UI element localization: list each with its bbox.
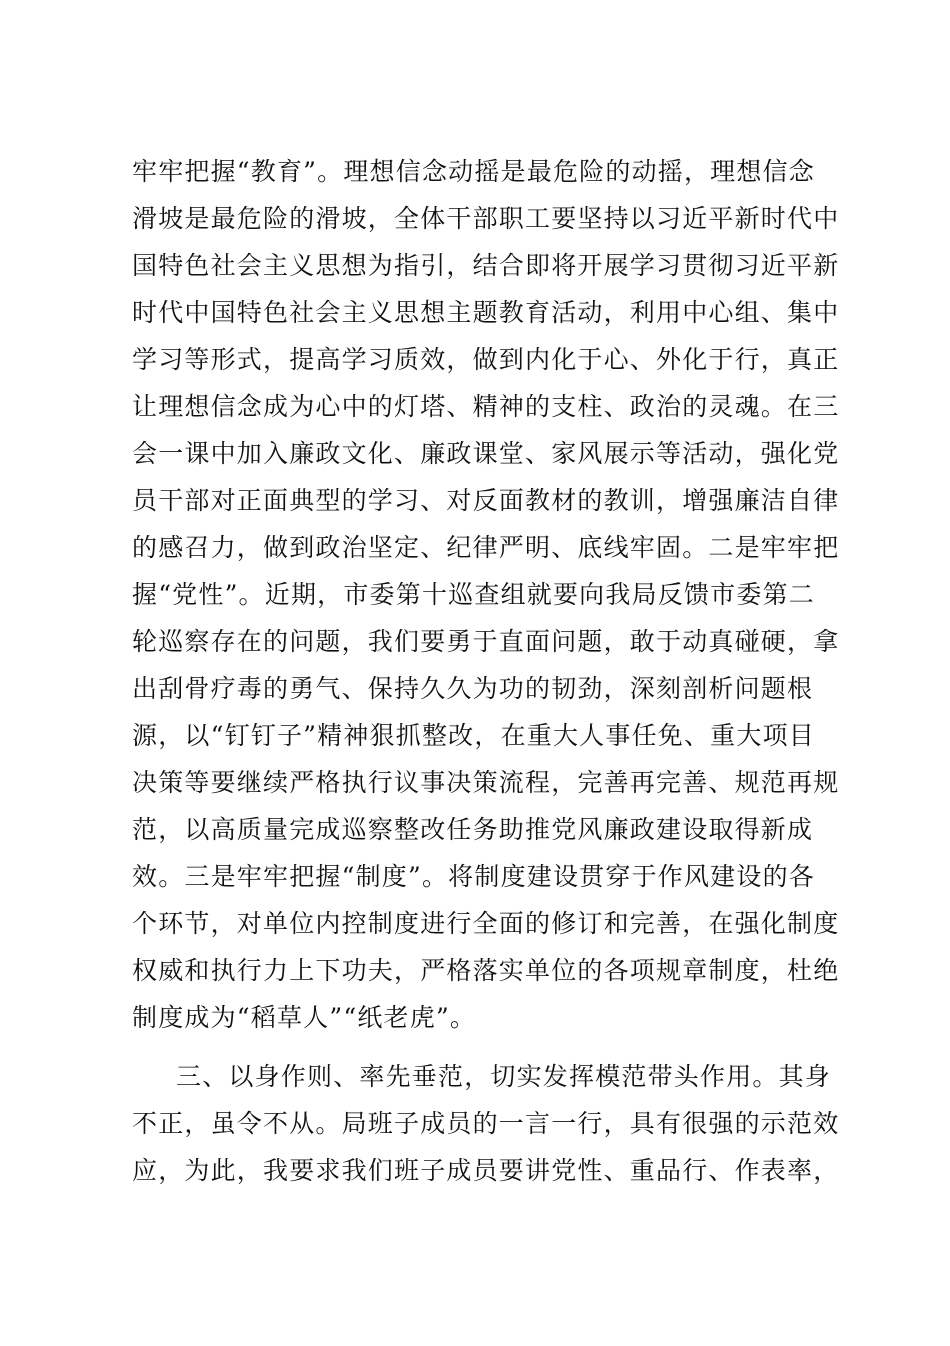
text-line: 决策等要继续严格执行议事决策流程，完善再完善、规范再规 (132, 768, 840, 797)
text-line: 让理想信念成为心中的灯塔、精神的支柱、政治的灵魂。在三 (132, 392, 840, 421)
text-line: 不正，虽令不从。局班子成员的一言一行，具有很强的示范效 (132, 1109, 840, 1138)
text-line: 员干部对正面典型的学习、对反面教材的教训，增强廉洁自律 (132, 486, 840, 515)
text-line: 会一课中加入廉政文化、廉政课堂、家风展示等活动，强化党 (132, 439, 840, 468)
text-line: 握“党性”。近期，市委第十巡查组就要向我局反馈市委第二 (132, 580, 815, 609)
text-line: 效。三是牢牢把握“制度”。将制度建设贯穿于作风建设的各 (132, 862, 815, 891)
paragraph-1 (132, 148, 840, 1041)
text-line: 源，以“钉钉子”精神狠抓整改，在重大人事任免、重大项目 (132, 721, 815, 750)
paragraph-spacer (132, 1041, 822, 1053)
text-line: 的感召力，做到政治坚定、纪律严明、底线牢固。二是牢牢把 (132, 533, 840, 562)
text-line: 出刮骨疗毒的勇气、保持久久为功的韧劲，深刻剖析问题根 (132, 674, 814, 703)
text-line: 滑坡是最危险的滑坡，全体干部职工要坚持以习近平新时代中 (132, 204, 840, 233)
text-line: 权威和执行力上下功夫，严格落实单位的各项规章制度，杜绝 (132, 956, 840, 985)
text-line: 个环节，对单位内控制度进行全面的修订和完善，在强化制度 (132, 909, 840, 938)
text-line: 牢牢把握“教育”。理想信念动摇是最危险的动摇，理想信念 (132, 157, 815, 186)
text-line: 应，为此，我要求我们班子成员要讲党性、重品行、作表率， (132, 1156, 840, 1185)
text-line: 三、以身作则、率先垂范，切实发挥模范带头作用。其身 (176, 1062, 832, 1091)
text-line: 时代中国特色社会主义思想主题教育活动，利用中心组、集中 (132, 298, 840, 327)
text-line: 学习等形式，提高学习质效，做到内化于心、外化于行，真正 (132, 345, 840, 374)
text-line: 轮巡察存在的问题，我们要勇于直面问题，敢于动真碰硬，拿 (132, 627, 840, 656)
paragraph-2 (132, 1053, 840, 1194)
text-line: 制度成为“稻草人”“纸老虎”。 (132, 1003, 477, 1032)
document-body (132, 148, 840, 1194)
text-line: 国特色社会主义思想为指引，结合即将开展学习贯彻习近平新 (132, 251, 840, 280)
text-line: 范，以高质量完成巡察整改任务助推党风廉政建设取得新成 (132, 815, 814, 844)
